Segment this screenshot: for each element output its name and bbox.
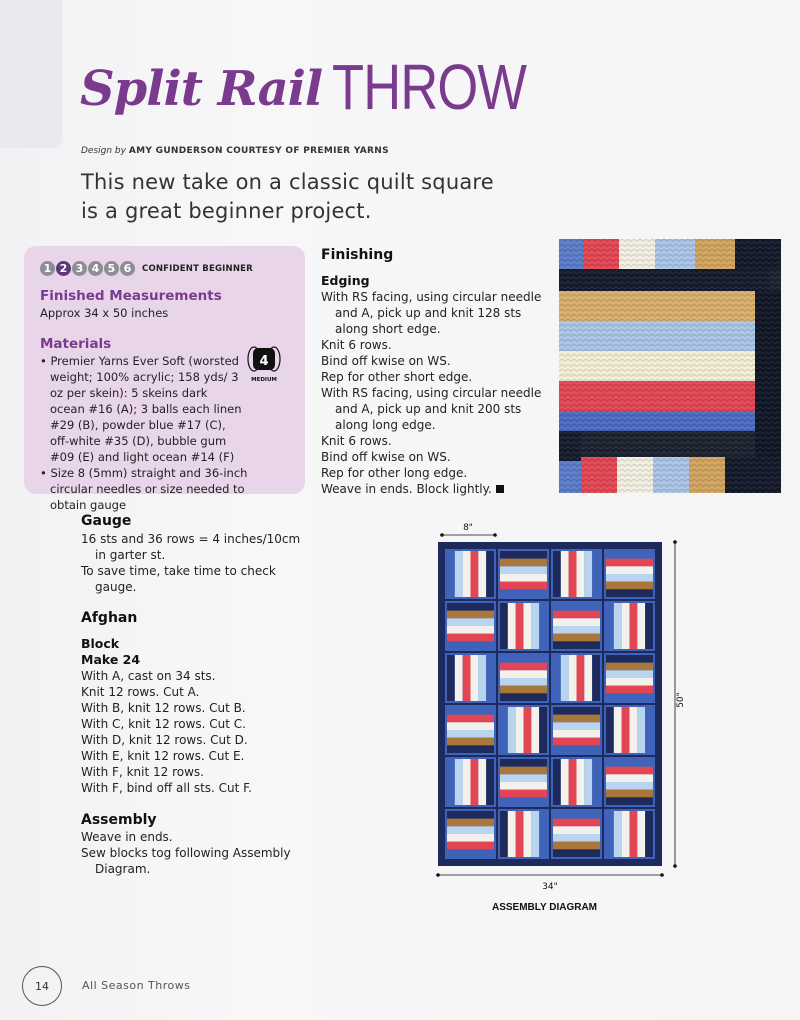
diagram-stripe: [516, 707, 524, 753]
diagram-stripe: [447, 738, 494, 746]
afghan-line: With E, knit 12 rows. Cut E.: [81, 749, 245, 763]
diagram-stripe: [553, 655, 561, 701]
diagram-stripe: [553, 611, 600, 619]
diagram-stripe: [553, 641, 600, 649]
make-count-heading: Make 24: [81, 652, 141, 667]
diagram-stripe: [500, 582, 547, 590]
diagram-stripe: [645, 811, 653, 857]
diagram-stripe: [531, 811, 539, 857]
diagram-stripe: [447, 618, 494, 626]
diagram-stripe: [500, 707, 508, 753]
diagram-stripe: [606, 707, 614, 753]
diagram-stripe: [584, 655, 592, 701]
skill-level-4: 4: [88, 261, 103, 276]
page-number: 14: [22, 966, 62, 1006]
footer-book-title: All Season Throws: [82, 979, 191, 992]
title-script: Split Rail: [80, 61, 323, 117]
finishing-line: Weave in ends. Block lightly.: [321, 482, 492, 496]
diagram-stripe: [645, 603, 653, 649]
diagram-stripe: [447, 849, 494, 857]
knitted-throw-photo: [559, 239, 781, 493]
diagram-stripe: [630, 603, 638, 649]
diagram-stripe: [463, 655, 471, 701]
diagram-stripe: [606, 655, 653, 663]
diagram-stripe: [486, 551, 494, 597]
diagram-stripe: [592, 759, 600, 805]
materials-heading: Materials: [40, 336, 112, 352]
diagram-stripe: [500, 767, 547, 775]
gauge-heading: Gauge: [81, 513, 132, 529]
byline-author: AMY GUNDERSON COURTESY OF PREMIER YARNS: [128, 146, 389, 156]
diagram-stripe: [500, 678, 547, 686]
diagram-stripe: [478, 551, 486, 597]
assembly-line: Weave in ends.: [81, 830, 173, 844]
diagram-stripe: [447, 722, 494, 730]
diagram-stripe: [539, 811, 547, 857]
finishing-line: Bind off kwise on WS.: [321, 354, 451, 368]
diagram-stripe: [447, 655, 455, 701]
finished-measurements-heading: Finished Measurements: [40, 288, 222, 304]
diagram-stripe: [500, 811, 508, 857]
diagram-stripe: [606, 811, 614, 857]
afghan-line: With C, knit 12 rows. Cut C.: [81, 717, 246, 731]
diagram-stripe: [553, 722, 600, 730]
skill-level-6: 6: [120, 261, 135, 276]
diagram-stripe: [447, 611, 494, 619]
gauge-line: To save time, take time to check gauge.: [81, 564, 276, 594]
diagram-stripe: [553, 826, 600, 834]
diagram-stripe: [606, 797, 653, 805]
finishing-instructions: [321, 289, 549, 497]
diagram-stripe: [486, 655, 494, 701]
diagram-stripe: [553, 811, 600, 819]
diagram-stripe: [606, 670, 653, 678]
diagram-stripe: [463, 759, 471, 805]
diagram-stripe: [614, 603, 622, 649]
diagram-stripe: [500, 551, 547, 559]
gauge-line: 16 sts and 36 rows = 4 inches/10cm in garter st.: [81, 532, 301, 562]
assembly-diagram: [432, 520, 692, 910]
diagram-stripe: [500, 797, 547, 805]
assembly-heading: Assembly: [81, 812, 157, 828]
byline-prefix: Design by: [81, 146, 126, 156]
diagram-stripe: [606, 759, 653, 767]
diagram-stripe: [500, 686, 547, 694]
diagram-stripe: [606, 693, 653, 701]
total-height-label: 50": [676, 692, 686, 708]
diagram-stripe: [447, 834, 494, 842]
gauge-text: [81, 531, 306, 595]
diagram-stripe: [637, 603, 645, 649]
diagram-stripe: [539, 603, 547, 649]
diagram-stripe: [508, 811, 516, 857]
diagram-stripe: [508, 603, 516, 649]
diagram-stripe: [455, 551, 463, 597]
finishing-line: Rep for other short edge.: [321, 370, 473, 384]
diagram-stripe: [447, 811, 494, 819]
yarn-weight-label: MEDIUM: [251, 377, 277, 383]
diagram-stripe: [500, 782, 547, 790]
diagram-stripe: [645, 707, 653, 753]
diagram-stripe: [606, 582, 653, 590]
diagram-stripe: [500, 774, 547, 782]
diagram-stripe: [553, 603, 600, 611]
diagram-caption: ASSEMBLY DIAGRAM: [492, 902, 598, 913]
finishing-heading: Finishing: [321, 247, 394, 263]
diagram-stripe: [447, 759, 455, 805]
diagram-stripe: [447, 826, 494, 834]
block-heading: Block: [81, 636, 120, 651]
diagram-stripe: [606, 767, 653, 775]
diagram-stripe: [553, 842, 600, 850]
diagram-stripe: [500, 759, 547, 767]
title-caps: THROW: [332, 51, 527, 123]
diagram-stripe: [447, 626, 494, 634]
diagram-stripe: [622, 603, 630, 649]
tagline-line-2: is a great beginner project.: [81, 199, 372, 223]
tagline: [81, 168, 521, 226]
diagram-stripe: [463, 551, 471, 597]
diagram-stripe: [637, 707, 645, 753]
diagram-stripe: [561, 551, 569, 597]
diagram-stripe: [553, 745, 600, 753]
diagram-stripe: [500, 670, 547, 678]
finishing-line: With RS facing, using circular needle and A, pick up and knit 128 sts along short edge.: [321, 290, 542, 336]
total-width-label: 34": [542, 882, 558, 892]
diagram-stripe: [606, 678, 653, 686]
diagram-stripe: [606, 551, 653, 559]
diagram-stripe: [569, 655, 577, 701]
block-width-label: 8": [463, 523, 473, 533]
diagram-stripe: [606, 790, 653, 798]
diagram-stripe: [577, 655, 585, 701]
yarn-weight-number: 4: [259, 354, 269, 369]
diagram-stripe: [447, 707, 494, 715]
afghan-heading: Afghan: [81, 610, 138, 626]
diagram-stripe: [553, 759, 561, 805]
diagram-stripe: [500, 603, 508, 649]
page-corner-tab: [0, 0, 62, 148]
diagram-stripe: [447, 634, 494, 642]
skill-level-3: 3: [72, 261, 87, 276]
afghan-instructions: [81, 668, 311, 796]
assembly-line: Sew blocks tog following Assembly Diagram.: [81, 846, 291, 876]
diagram-stripe: [630, 707, 638, 753]
diagram-stripe: [447, 745, 494, 753]
diagram-stripe: [553, 707, 600, 715]
diagram-stripe: [606, 782, 653, 790]
afghan-line: Knit 12 rows. Cut A.: [81, 685, 200, 699]
afghan-line: With F, bind off all sts. Cut F.: [81, 781, 252, 795]
byline: [81, 146, 389, 156]
afghan-line: With B, knit 12 rows. Cut B.: [81, 701, 246, 715]
diagram-stripe: [561, 759, 569, 805]
finished-measurements-text: Approx 34 x 50 inches: [40, 306, 169, 320]
diagram-stripe: [569, 759, 577, 805]
diagram-stripe: [606, 774, 653, 782]
diagram-stripe: [577, 759, 585, 805]
diagram-stripe: [584, 759, 592, 805]
diagram-stripe: [553, 730, 600, 738]
diagram-stripe: [478, 759, 486, 805]
diagram-stripe: [471, 551, 479, 597]
diagram-stripe: [447, 715, 494, 723]
finishing-line: Knit 6 rows.: [321, 338, 392, 352]
diagram-stripe: [606, 663, 653, 671]
diagram-stripe: [553, 819, 600, 827]
diagram-stripe: [614, 707, 622, 753]
diagram-stripe: [447, 641, 494, 649]
assembly-text: [81, 829, 301, 877]
diagram-stripe: [500, 663, 547, 671]
diagram-stripe: [531, 707, 539, 753]
diagram-stripe: [500, 693, 547, 701]
materials-item-needles: • Size 8 (5mm) straight and 36-inch circular needles or size needed to obtain gauge: [40, 465, 280, 513]
diagram-stripe: [524, 811, 532, 857]
diagram-stripe: [486, 759, 494, 805]
diagram-stripe: [531, 603, 539, 649]
diagram-stripe: [622, 811, 630, 857]
diagram-stripe: [606, 574, 653, 582]
diagram-stripe: [447, 730, 494, 738]
finishing-line: Rep for other long edge.: [321, 466, 468, 480]
diagram-stripe: [569, 551, 577, 597]
afghan-line: With F, knit 12 rows.: [81, 765, 204, 779]
diagram-stripe: [447, 551, 455, 597]
diagram-stripe: [553, 634, 600, 642]
diagram-stripe: [508, 707, 516, 753]
diagram-stripe: [561, 655, 569, 701]
diagram-stripe: [516, 811, 524, 857]
afghan-line: With D, knit 12 rows. Cut D.: [81, 733, 248, 747]
edging-heading: Edging: [321, 273, 370, 288]
diagram-stripe: [553, 618, 600, 626]
diagram-stripe: [447, 819, 494, 827]
diagram-stripe: [471, 655, 479, 701]
materials-item-yarn: • Premier Yarns Ever Soft (worsted weight; 100% acrylic; 158 yds/ 3 oz per skein): 5 skeins dark ocean #16 (A); 3 balls each linen #29 (B), powder blue #17 (C), off-white #35 (D), bubble gum #09 (E) and light ocean #14 (F): [40, 353, 280, 465]
diagram-stripe: [524, 707, 532, 753]
diagram-stripe: [500, 589, 547, 597]
diagram-stripe: [553, 626, 600, 634]
diagram-stripe: [606, 559, 653, 567]
finishing-line: With RS facing, using circular needle and A, pick up and knit 200 sts along long edge.: [321, 386, 542, 432]
page-title: [80, 50, 569, 124]
finishing-line: Bind off kwise on WS.: [321, 450, 451, 464]
diagram-stripe: [447, 842, 494, 850]
diagram-stripe: [500, 574, 547, 582]
diagram-stripe: [455, 655, 463, 701]
skill-level-2: 2: [56, 261, 71, 276]
diagram-stripe: [614, 811, 622, 857]
diagram-stripe: [606, 686, 653, 694]
skill-level-label: CONFIDENT BEGINNER: [142, 263, 253, 274]
diagram-stripe: [553, 715, 600, 723]
tagline-line-1: This new take on a classic quilt square: [81, 170, 494, 194]
finishing-line: Knit 6 rows.: [321, 434, 392, 448]
skill-level-1: 1: [40, 261, 55, 276]
diagram-stripe: [500, 559, 547, 567]
diagram-stripe: [606, 589, 653, 597]
diagram-stripe: [478, 655, 486, 701]
diagram-stripe: [553, 849, 600, 857]
yarn-weight-icon: [246, 345, 282, 383]
diagram-stripe: [622, 707, 630, 753]
diagram-stripe: [500, 655, 547, 663]
diagram-stripe: [606, 566, 653, 574]
diagram-stripe: [592, 551, 600, 597]
diagram-stripe: [524, 603, 532, 649]
diagram-stripe: [516, 603, 524, 649]
diagram-stripe: [553, 738, 600, 746]
skill-level-5: 5: [104, 261, 119, 276]
diagram-stripe: [447, 603, 494, 611]
diagram-stripe: [500, 566, 547, 574]
diagram-stripe: [584, 551, 592, 597]
diagram-stripe: [553, 834, 600, 842]
diagram-stripe: [637, 811, 645, 857]
diagram-stripe: [553, 551, 561, 597]
diagram-stripe: [577, 551, 585, 597]
diagram-stripe: [630, 811, 638, 857]
skill-level: [40, 261, 253, 276]
materials-list: [40, 353, 280, 513]
diagram-stripe: [606, 603, 614, 649]
diagram-stripe: [592, 655, 600, 701]
diagram-stripe: [539, 707, 547, 753]
diagram-stripe: [471, 759, 479, 805]
diagram-stripe: [500, 790, 547, 798]
end-mark-icon: [496, 485, 504, 493]
afghan-line: With A, cast on 34 sts.: [81, 669, 216, 683]
diagram-stripe: [455, 759, 463, 805]
